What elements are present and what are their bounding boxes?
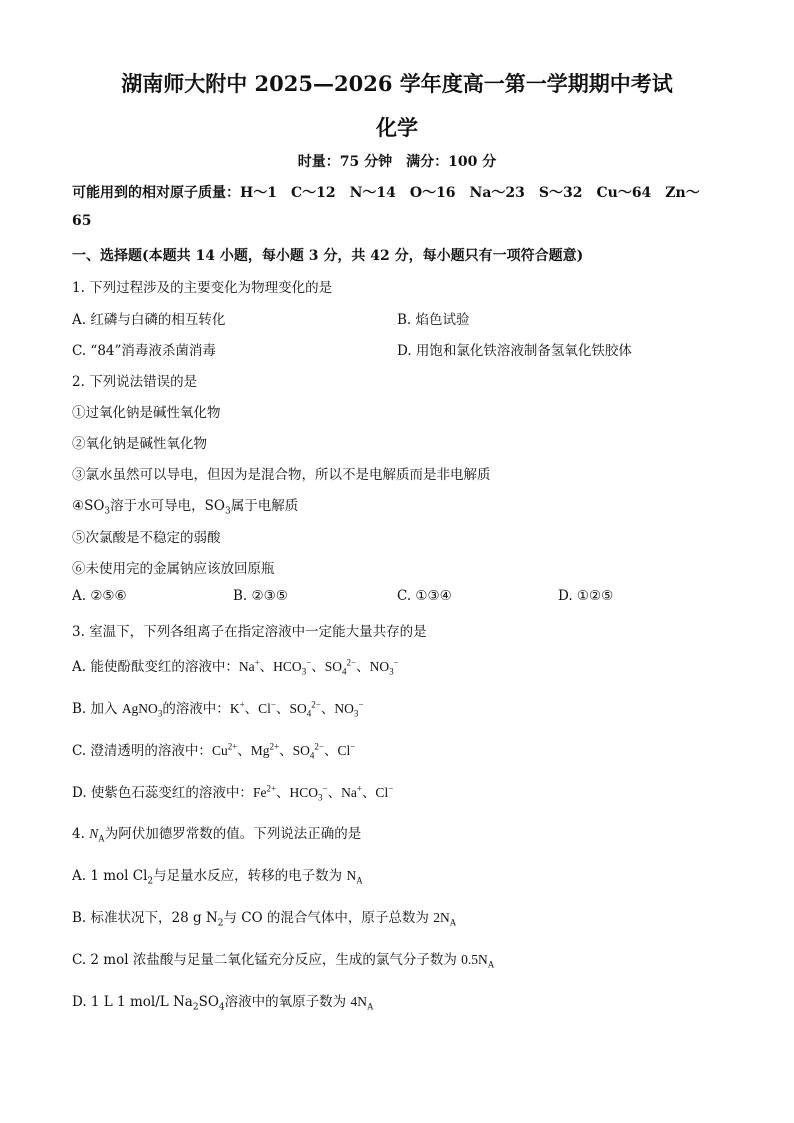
q1-option-a: A. 红磷与白磷的相互转化 bbox=[72, 312, 226, 328]
q2-statement-2: ②氧化钠是碱性氧化物 bbox=[72, 436, 207, 452]
q3-stem: 3. 室温下，下列各组离子在指定溶液中一定能大量共存的是 bbox=[72, 624, 427, 640]
q4-option-d: D. 1 L 1 mol/L $Na_2SO_4$溶液中的氧原子数为 $4N_A$ bbox=[72, 994, 374, 1013]
q4-option-b: B. 标准状况下，28 g $N_2$与 CO 的混合气体中，原子总数为 $2N_A$ bbox=[72, 910, 457, 929]
q3-option-d: D. 使紫色石蕊变红的溶液中：$Fe^{2+}$、$HCO_3^-$、Na+、Cl− bbox=[72, 783, 394, 803]
q2-statement-3: ③氯水虽然可以导电，但因为是混合物，所以不是电解质而是非电解质 bbox=[72, 467, 491, 483]
q2-stem: 2. 下列说法错误的是 bbox=[72, 374, 198, 390]
q4-stem: 4. $N_A$为阿伏加德罗常数的值。下列说法正确的是 bbox=[72, 826, 362, 844]
q1-option-c: C. “84”消毒液杀菌消毒 bbox=[72, 343, 216, 359]
q3-option-c: C. 澄清透明的溶液中：$Cu^{2+}$、$Mg^{2+}$、$SO_4^{2-}$、Cl− bbox=[72, 741, 356, 761]
exam-title: 湖南师大附中 2025—2026 学年度高一第一学期期中考试 bbox=[121, 71, 673, 96]
atomic-masses-line2: 65 bbox=[72, 213, 92, 229]
q2-option-c: C. ①③④ bbox=[397, 588, 452, 604]
q3-option-a: A. 能使酚酞变红的溶液中：Na+、$HCO_3^-$、$SO_4^{2-}$、$NO_3^-$ bbox=[72, 657, 399, 677]
q4-option-a: A. 1 mol $Cl_2$与足量水反应，转移的电子数为 $N_A$ bbox=[72, 868, 363, 887]
q2-option-b: B. ②③⑤ bbox=[233, 588, 288, 604]
q1-option-b: B. 焰色试验 bbox=[397, 312, 470, 328]
q4-option-c: C. 2 mol 浓盐酸与足量二氧化锰充分反应，生成的氯气分子数为 $0.5N_A$ bbox=[72, 952, 495, 970]
q2-option-a: A. ②⑤⑥ bbox=[72, 588, 127, 604]
q2-statement-6: ⑥未使用完的金属钠应该放回原瓶 bbox=[72, 561, 275, 577]
q3-option-b: B. 加入 AgNO$_3$的溶液中：K+、Cl−、$SO_4^{2-}$、$NO_3^-$ bbox=[72, 699, 364, 719]
q1-stem: 1. 下列过程涉及的主要变化为物理变化的是 bbox=[72, 280, 333, 296]
q2-statement-1: ①过氧化钠是碱性氧化物 bbox=[72, 405, 221, 421]
atomic-masses-line1: 可能用到的相对原子质量：H～1 C～12 N～14 O～16 Na～23 S～32 Cu～64 Zn～ bbox=[72, 185, 700, 201]
q2-option-d: D. ①②⑤ bbox=[558, 588, 614, 604]
section-heading: 一、选择题(本题共 14 小题，每小题 3 分，共 42 分，每小题只有一项符合题意) bbox=[72, 248, 584, 264]
subject-title: 化学 bbox=[376, 115, 418, 140]
q2-statement-5: ⑤次氯酸是不稳定的弱酸 bbox=[72, 530, 221, 546]
q1-option-d: D. 用饱和氯化铁溶液制备氢氧化铁胶体 bbox=[397, 343, 632, 359]
exam-meta: 时量：75 分钟 满分：100 分 bbox=[297, 154, 497, 170]
q2-statement-4: $④SO_3$溶于水可导电，$SO_3$属于电解质 bbox=[72, 498, 299, 517]
